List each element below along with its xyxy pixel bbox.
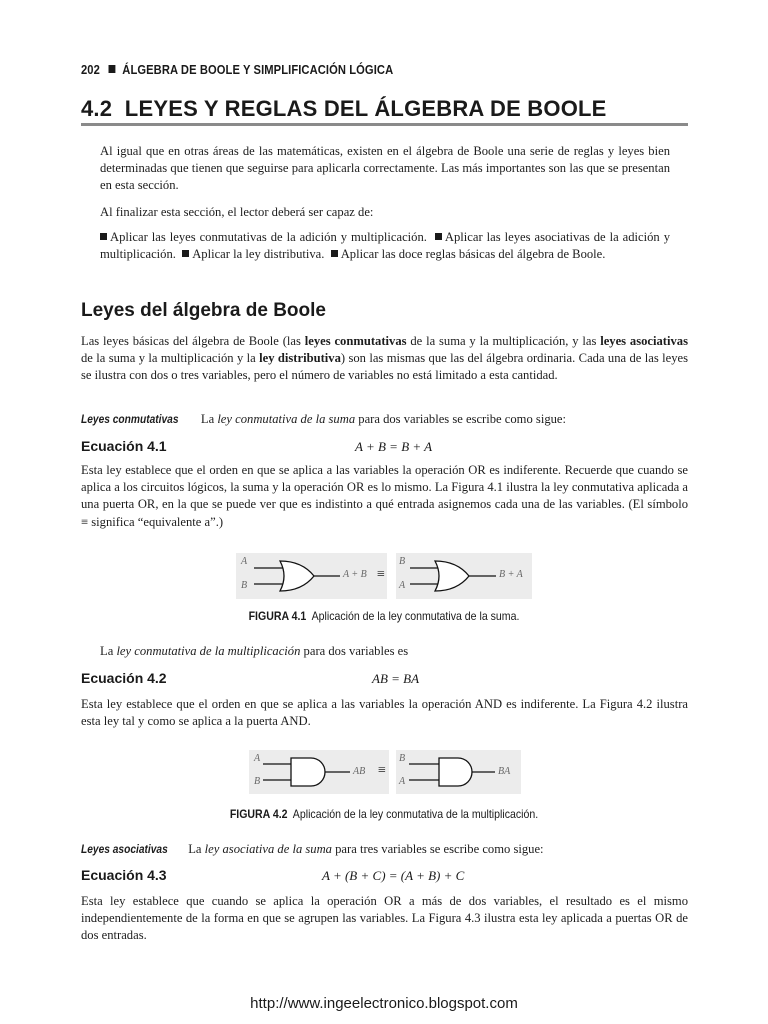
input-label: A xyxy=(399,776,406,787)
output-label: AB xyxy=(353,766,366,777)
figure-4-2-caption: FIGURA 4.2 Aplicación de la ley conmutativa de la multiplicación. xyxy=(229,807,539,821)
equation-label-4-1: Ecuación 4.1 xyxy=(81,438,167,454)
output-label: B + A xyxy=(499,569,523,580)
square-bullet-icon xyxy=(182,250,189,257)
input-label: A xyxy=(254,753,261,764)
objectives-list xyxy=(100,229,670,263)
input-label: B xyxy=(399,556,406,567)
objective-item: Aplicar las doce reglas básicas del álgebra de Boole. xyxy=(331,247,606,261)
section-rule xyxy=(81,123,688,126)
equation-4-1: A + B = B + A xyxy=(355,439,433,454)
running-head xyxy=(81,62,393,77)
figure-4-1 xyxy=(236,553,532,599)
section-title: 4.2 LEYES Y REGLAS DEL ÁLGEBRA DE BOOLE xyxy=(81,96,607,121)
mult-intro: La ley conmutativa de la multiplicación para dos variables es xyxy=(100,644,409,658)
runin-associative: Leyes asociativas xyxy=(81,842,168,856)
equivalence-symbol: ≡ xyxy=(378,763,386,778)
eq3-explanation: Esta ley establece que cuando se aplica la operación OR a más de dos variables, el resultado es el mismo independientemente de la forma en que se agrupen las variables. La Figura 4.3 ilustra esta ley aplicada a puertas OR de dos entradas. xyxy=(81,894,688,943)
objective-item: Aplicar la ley distributiva. xyxy=(182,247,324,261)
footer-url[interactable]: http://www.ingeelectronico.blogspot.com xyxy=(250,995,518,1012)
input-label: A xyxy=(241,556,248,567)
square-bullet-icon xyxy=(109,65,116,73)
term-associative: leyes asociativas xyxy=(600,334,688,348)
equivalence-symbol: ≡ xyxy=(377,567,385,582)
output-label: A + B xyxy=(343,569,367,580)
input-label: A xyxy=(399,580,406,591)
laws-paragraph: Las leyes básicas del álgebra de Boole (las leyes conmutativas de la suma y la multiplicación, y las leyes asociativas de la suma y la multiplicación y la ley distributiva) son las mismas que las del álgebra ordinaria. Cada una de las leyes se ilustra con dos o tres variables, pero el número de variables no está limitado a esta cantidad. xyxy=(81,334,689,383)
output-label: BA xyxy=(498,766,511,777)
page-number: 202 xyxy=(81,62,100,77)
equation-4-2: AB = BA xyxy=(372,671,420,686)
runin-commutative: Leyes conmutativas xyxy=(81,412,179,426)
square-bullet-icon xyxy=(331,250,338,257)
figure-4-1-caption: FIGURA 4.1 Aplicación de la ley conmutativa de la suma. xyxy=(248,609,520,623)
chapter-title: ÁLGEBRA DE BOOLE Y SIMPLIFICACIÓN LÓGICA xyxy=(122,62,394,77)
objective-item: Aplicar las leyes conmutativas de la adición y multiplicación. xyxy=(100,230,427,244)
square-bullet-icon xyxy=(100,233,107,240)
eq1-explanation: Esta ley establece que el orden en que se aplica a las variables la operación OR es indiferente. Recuerde que cuando se aplica a los circuitos lógicos, la suma y la operación OR es lo mismo. La Figura 4.1 ilustra la ley conmutativa aplicada a una puerta OR, en la que se puede ver que es indistinto a qué entrada asignemos cada una de las variables. (El símbolo ≡ significa “equivalente a”.) xyxy=(81,463,688,529)
commutative-intro: Leyes conmutativas La ley conmutativa de la suma para dos variables se escribe como sigue: xyxy=(81,411,688,428)
associative-intro: Leyes asociativas La ley asociativa de la suma para tres variables se escribe como sigue: xyxy=(81,841,688,858)
equation-4-3: A + (B + C) = (A + B) + C xyxy=(322,868,465,883)
input-label: B xyxy=(399,753,406,764)
figure-4-2 xyxy=(249,750,521,794)
term-commutative: leyes conmutativas xyxy=(304,334,407,348)
equation-label-4-2: Ecuación 4.2 xyxy=(81,670,167,686)
input-label: B xyxy=(254,776,261,787)
subsection-title: Leyes del álgebra de Boole xyxy=(81,300,326,321)
input-label: B xyxy=(241,580,248,591)
term-distributive: ley distributiva xyxy=(259,351,341,366)
objective-item: Aplicar las leyes asociativas de la adición y multiplicación. xyxy=(100,230,671,262)
intro-paragraph: Al igual que en otras áreas de las matemáticas, existen en el álgebra de Boole una serie de reglas y leyes bien determinadas que tienen que seguirse para aplicarla correctamente. Las más importantes son las que se presentan en esta sección. xyxy=(100,144,670,193)
objectives-lead: Al finalizar esta sección, el lector deberá ser capaz de: xyxy=(100,205,374,219)
eq2-explanation: Esta ley establece que el orden en que se aplica a las variables la operación AND es indiferente. La Figura 4.2 ilustra esta ley tal y como se aplica a la puerta AND. xyxy=(81,697,688,729)
square-bullet-icon xyxy=(435,233,442,240)
equation-label-4-3: Ecuación 4.3 xyxy=(81,867,167,883)
